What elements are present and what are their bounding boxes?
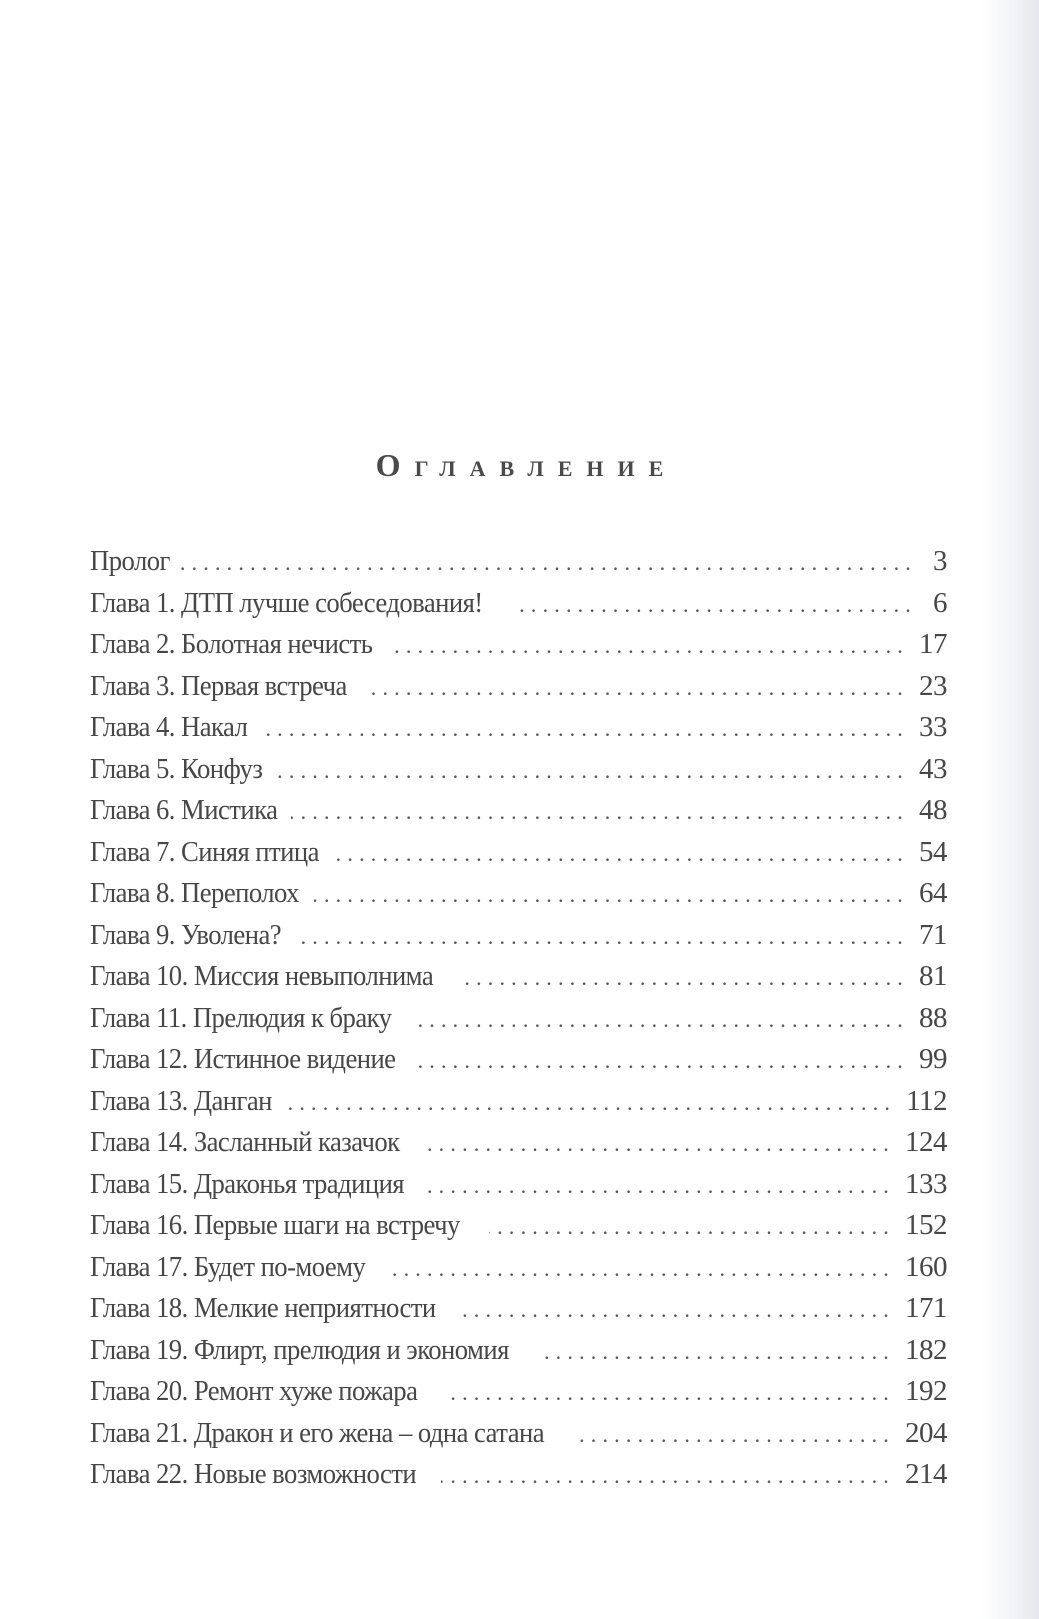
toc-entry-page: 64 <box>919 877 947 909</box>
toc-dot-leader <box>514 584 917 625</box>
toc-entry-label: Глава 2. Болотная нечисть <box>90 628 373 660</box>
toc-dot-leader <box>463 1289 895 1330</box>
toc-entry <box>90 1288 947 1330</box>
toc-dot-leader <box>443 1372 895 1413</box>
toc-entry-label: Глава 1. ДТП лучше собеседования! <box>90 586 483 619</box>
toc-entry-page: 23 <box>919 669 947 702</box>
toc-entry-label: Глава 8. Переполох <box>90 877 299 909</box>
toc-entry-page: 54 <box>919 835 947 868</box>
toc-entry-page: 17 <box>919 628 947 660</box>
toc-entry-page: 6 <box>933 586 947 619</box>
toc-entry-page: 99 <box>919 1043 947 1075</box>
toc-dot-leader <box>441 1455 895 1496</box>
toc-entry-page: 33 <box>919 711 947 743</box>
toc-dot-leader <box>580 1414 895 1455</box>
toc-entry <box>90 832 947 874</box>
toc-entry-label: Глава 16. Первые шаги на встречу <box>90 1209 460 1241</box>
toc-entry-page: 192 <box>905 1375 947 1407</box>
toc-dot-leader <box>366 667 909 708</box>
toc-entry <box>90 790 947 832</box>
toc-entry <box>90 583 947 625</box>
toc-entry-page: 182 <box>905 1333 947 1366</box>
toc-dot-leader <box>489 1206 895 1247</box>
toc-entry-page: 133 <box>905 1167 947 1200</box>
toc-entry-label: Глава 10. Миссия невыполнима <box>90 960 434 992</box>
toc-entry-page: 88 <box>919 1001 947 1034</box>
toc-entry-page: 3 <box>933 545 947 577</box>
toc-dot-leader <box>419 1040 909 1081</box>
toc-entry-label: Глава 14. Засланный казачок <box>90 1126 400 1158</box>
toc-dot-leader <box>336 833 909 874</box>
toc-entry <box>90 1164 947 1206</box>
toc-dot-leader <box>542 1331 895 1372</box>
toc-dot-leader <box>295 916 909 957</box>
toc-entry-label: Глава 19. Флирт, прелюдия и экономия <box>90 1333 509 1366</box>
table-of-contents <box>90 541 947 1496</box>
toc-dot-leader <box>274 750 909 791</box>
toc-entry-label: Глава 20. Ремонт хуже пожара <box>90 1375 418 1407</box>
toc-entry-label: Глава 21. Дракон и его жена – одна сатана <box>90 1416 545 1449</box>
toc-entry-page: 124 <box>905 1126 947 1158</box>
toc-dot-leader <box>460 957 909 998</box>
toc-entry <box>90 1081 947 1123</box>
toc-entry <box>90 1330 947 1372</box>
toc-entry <box>90 749 947 791</box>
toc-entry <box>90 873 947 915</box>
toc-entry-label: Глава 22. Новые возможности <box>90 1458 417 1490</box>
toc-entry-page: 204 <box>905 1416 947 1449</box>
toc-entry <box>90 1371 947 1413</box>
toc-entry <box>90 666 947 708</box>
toc-entry-label: Глава 17. Будет по-моему <box>90 1250 366 1283</box>
toc-entry <box>90 915 947 957</box>
toc-dot-leader <box>423 1123 895 1164</box>
toc-entry <box>90 1205 947 1247</box>
toc-entry-label: Пролог <box>90 545 170 577</box>
toc-entry-label: Глава 12. Истинное видение <box>90 1043 396 1075</box>
toc-entry-label: Глава 7. Синяя птица <box>90 835 319 868</box>
toc-entry <box>90 998 947 1040</box>
toc-dot-leader <box>174 542 917 583</box>
toc-entry-label: Глава 6. Мистика <box>90 794 278 826</box>
toc-entry <box>90 707 947 749</box>
toc-entry <box>90 1413 947 1455</box>
page-title: Оглавление <box>375 447 678 483</box>
toc-dot-leader <box>258 708 909 749</box>
toc-entry <box>90 1039 947 1081</box>
toc-entry-label: Глава 15. Драконья традиция <box>90 1167 405 1200</box>
toc-entry <box>90 956 947 998</box>
toc-entry <box>90 1454 947 1496</box>
toc-dot-leader <box>394 625 909 666</box>
toc-entry-label: Глава 13. Данган <box>90 1084 272 1117</box>
toc-entry-page: 152 <box>905 1209 947 1241</box>
toc-entry-label: Глава 11. Прелюдия к браку <box>90 1001 392 1034</box>
toc-entry <box>90 624 947 666</box>
toc-entry-page: 43 <box>919 752 947 785</box>
toc-entry-page: 171 <box>905 1292 947 1324</box>
toc-entry-label: Глава 3. Первая встреча <box>90 669 347 702</box>
toc-dot-leader <box>314 874 909 915</box>
toc-entry-page: 214 <box>905 1458 947 1490</box>
toc-entry <box>90 541 947 583</box>
toc-dot-leader <box>386 1248 895 1289</box>
toc-entry <box>90 1122 947 1164</box>
toc-dot-leader <box>285 1082 896 1123</box>
toc-entry-label: Глава 4. Накал <box>90 711 248 743</box>
toc-dot-leader <box>415 999 909 1040</box>
toc-entry-label: Глава 9. Уволена? <box>90 918 282 951</box>
toc-entry-label: Глава 5. Конфуз <box>90 752 263 785</box>
toc-entry-page: 71 <box>919 918 947 951</box>
toc-dot-leader <box>291 791 909 832</box>
toc-entry-page: 112 <box>906 1084 947 1117</box>
toc-entry-page: 160 <box>905 1250 947 1283</box>
toc-dot-leader <box>428 1165 895 1206</box>
toc-entry <box>90 1247 947 1289</box>
toc-entry-page: 81 <box>919 960 947 992</box>
toc-entry-page: 48 <box>919 794 947 826</box>
toc-entry-label: Глава 18. Мелкие неприятности <box>90 1292 436 1324</box>
page-gutter-shadow <box>979 0 1039 1619</box>
